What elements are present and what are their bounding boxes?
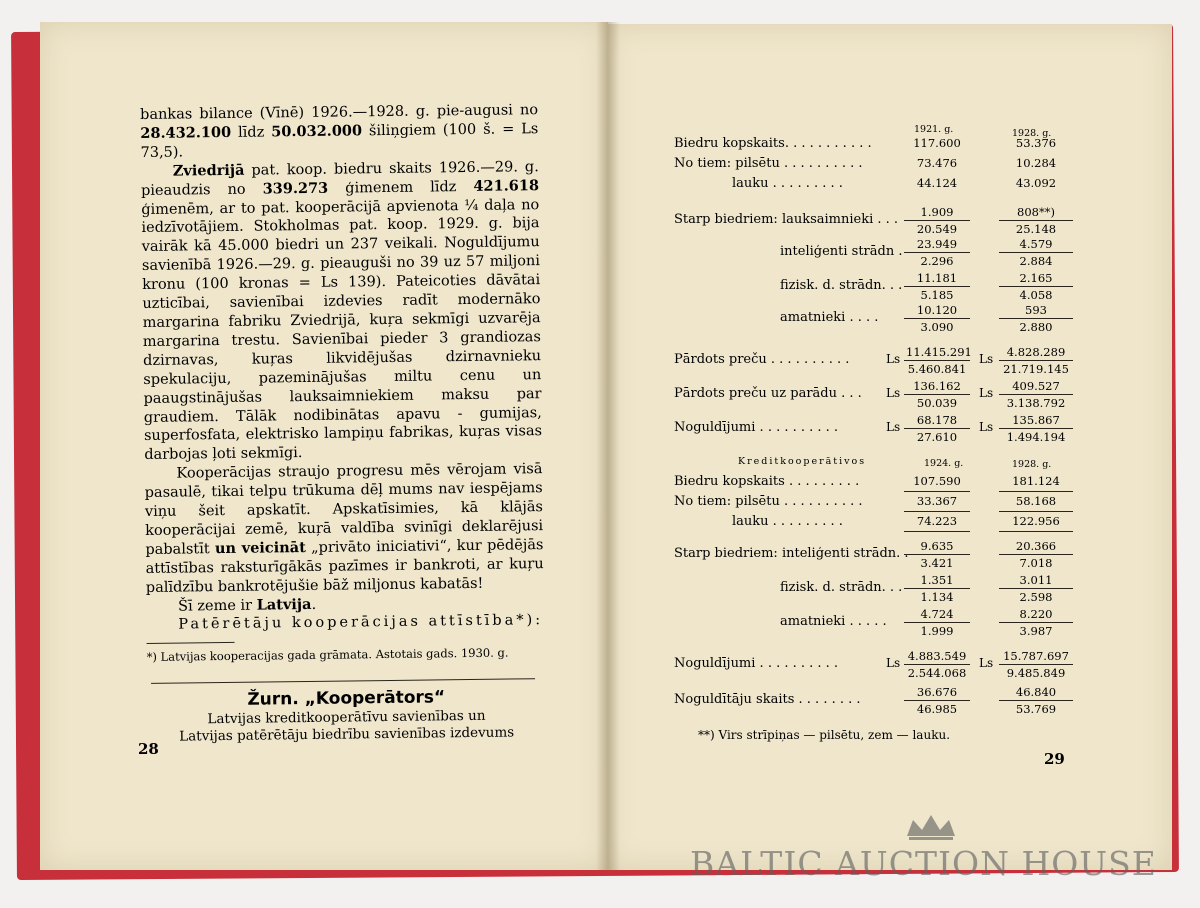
page-number-left: 28 xyxy=(138,740,159,758)
city-value: 11.181 xyxy=(904,270,970,287)
cell-fraction xyxy=(999,606,1073,639)
rural-value: 3.138.792 xyxy=(1006,396,1066,410)
cell-fraction xyxy=(999,648,1073,681)
table-row xyxy=(674,205,1074,236)
text-run: . xyxy=(311,596,317,613)
rural-value: 3.987 xyxy=(1019,624,1053,638)
credit-year-a: 1924. g. xyxy=(924,458,964,469)
cell-value: 74.223 xyxy=(916,514,958,528)
cell-fraction xyxy=(999,204,1073,237)
table-row xyxy=(674,649,1074,680)
city-value: 68.178 xyxy=(904,412,970,429)
rural-value: 2.296 xyxy=(920,254,954,268)
text-run: Šī zeme ir xyxy=(178,597,257,615)
row-label: Pārdots preču . . . . . . . . . . xyxy=(674,352,850,367)
advert-line-1: Latvijas kreditkooperātīvu savienības un xyxy=(207,708,486,728)
table-row xyxy=(674,303,1074,334)
cell-value: 73.476 xyxy=(916,156,958,170)
table-row xyxy=(674,539,1074,570)
cell-fraction xyxy=(999,538,1073,571)
rural-value: 9.485.849 xyxy=(1006,666,1066,680)
row-label: Noguldījumi . . . . . . . . . . xyxy=(674,420,839,435)
table-row xyxy=(674,345,1074,376)
cell-fraction xyxy=(999,572,1073,605)
row-label: Noguldījumi . . . . . . . . . . xyxy=(674,656,839,671)
text-run: un veicināt xyxy=(214,538,306,557)
cell-fraction xyxy=(904,204,970,237)
rural-value: 3.421 xyxy=(920,556,954,570)
page-number-right: 29 xyxy=(1044,750,1065,768)
advert-rule xyxy=(151,679,535,685)
rural-value: 1.999 xyxy=(920,624,954,638)
rural-value: 1.134 xyxy=(920,590,954,604)
rural-value: 2.598 xyxy=(1019,590,1053,604)
row-label: Biedru kopskaits. . . . . . . . . . . xyxy=(674,136,872,151)
row-label: No tiem: pilsētu . . . . . . . . . . xyxy=(674,156,863,171)
left-footnote: *) Latvijas kooperacijas gada grāmata. Astotais gads. 1930. g. xyxy=(146,645,509,665)
cell-fraction xyxy=(904,344,970,377)
cell-fraction xyxy=(904,378,970,411)
cell-value: 44.124 xyxy=(916,176,958,190)
cell-value: 181.124 xyxy=(1012,474,1060,488)
consumer-year-b: 1928. g. xyxy=(1012,128,1052,139)
cell-fraction xyxy=(904,684,970,717)
cell-value: 43.092 xyxy=(1015,176,1057,190)
table-row xyxy=(674,413,1074,444)
text-run: Patērētāju kooperācijas attīstība*): xyxy=(178,612,544,634)
text-run: Zviedrijā xyxy=(172,161,245,180)
cell-fraction xyxy=(999,684,1073,717)
city-value: 2.165 xyxy=(999,270,1073,287)
city-value: 4.883.549 xyxy=(904,648,970,665)
left-paragraph xyxy=(141,158,543,465)
row-label: lauku . . . . . . . . . xyxy=(732,176,843,191)
table-row xyxy=(674,607,1074,638)
row-label: amatnieki . . . . xyxy=(780,310,879,325)
cell-fraction xyxy=(999,412,1073,445)
consumer-year-a: 1921. g. xyxy=(914,124,954,135)
cell-fraction xyxy=(904,302,970,335)
table-row xyxy=(674,237,1074,268)
city-value: 409.527 xyxy=(999,378,1073,395)
cell-fraction xyxy=(904,538,970,571)
text-run: šiliņgiem (100 š. = Ls 73,5). xyxy=(140,121,539,161)
text-run: 421.618 xyxy=(473,176,540,195)
cell-value: 33.367 xyxy=(916,494,958,508)
rural-value: 7.018 xyxy=(1019,556,1053,570)
advert-title: Žurn. „Kooperātors“ xyxy=(247,687,446,711)
rural-value: 50.039 xyxy=(916,396,958,410)
left-paragraph xyxy=(146,612,544,636)
row-label: Starp biedriem: lauksaimnieki . . . xyxy=(674,212,899,227)
currency-label: Ls xyxy=(979,420,994,434)
text-run: Latvija xyxy=(256,595,312,614)
table-row xyxy=(674,379,1074,410)
rural-value: 20.549 xyxy=(916,222,958,236)
rural-value: 5.185 xyxy=(920,288,954,302)
text-run: pat. koop. biedru skaits 1926.—29. g. pieaudzis no xyxy=(140,158,539,199)
city-value: 4.579 xyxy=(999,236,1073,253)
cell-fraction xyxy=(999,302,1073,335)
cell-fraction xyxy=(904,572,970,605)
city-value: 593 xyxy=(999,302,1073,319)
cell-value: 122.956 xyxy=(1012,514,1060,528)
city-value: 3.011 xyxy=(999,572,1073,589)
rural-value: 2.544.068 xyxy=(907,666,967,680)
table-row xyxy=(674,156,1074,176)
text-run: 28.432.100 xyxy=(140,123,232,142)
rural-value: 25.148 xyxy=(1015,222,1057,236)
rural-value: 3.090 xyxy=(920,320,954,334)
cell-fraction xyxy=(999,344,1073,377)
rural-value: 21.719.145 xyxy=(1003,362,1069,376)
currency-label: Ls xyxy=(979,656,994,670)
city-value: 4.828.289 xyxy=(999,344,1073,361)
auction-watermark: BALTIC AUCTION HOUSE xyxy=(690,844,1157,883)
credit-section-title: Kreditkooperātivos xyxy=(738,456,867,467)
rural-value: 46.985 xyxy=(916,702,958,716)
cell-fraction xyxy=(999,378,1073,411)
advert-line-2: Latvijas patērētāju biedrību savienības izdevums xyxy=(179,724,515,745)
cell-fraction xyxy=(999,236,1073,269)
row-label: Noguldītāju skaits . . . . . . . . xyxy=(674,692,861,707)
city-value: 1.351 xyxy=(904,572,970,589)
rural-value: 2.880 xyxy=(1019,320,1053,334)
text-run: līdz xyxy=(231,124,272,141)
city-value: 1.909 xyxy=(904,204,970,221)
currency-label: Ls xyxy=(979,386,994,400)
value-underline xyxy=(999,491,1073,492)
value-underline xyxy=(999,531,1073,532)
cell-value: 53.376 xyxy=(1015,136,1057,150)
rural-value: 5.460.841 xyxy=(907,362,967,376)
right-footnote: **) Virs strīpiņas — pilsētu, zem — lauku. xyxy=(698,728,951,742)
cell-value: 10.284 xyxy=(1015,156,1057,170)
text-run: 339.273 xyxy=(262,179,329,198)
row-label: fizisk. d. strādn. . . xyxy=(780,580,903,595)
city-value: 23.949 xyxy=(904,236,970,253)
cell-value: 58.168 xyxy=(1015,494,1057,508)
text-run: ģimenem līdz xyxy=(328,178,474,197)
cell-fraction xyxy=(999,270,1073,303)
value-underline xyxy=(904,511,970,512)
credit-year-b: 1928. g. xyxy=(1012,459,1052,470)
left-paragraph xyxy=(140,101,539,163)
value-underline xyxy=(999,511,1073,512)
row-label: Pārdots preču uz parādu . . . xyxy=(674,386,862,401)
table-row xyxy=(674,685,1074,716)
rural-value: 1.494.194 xyxy=(1006,430,1066,444)
table-row xyxy=(674,573,1074,604)
rural-value: 4.058 xyxy=(1019,288,1053,302)
currency-label: Ls xyxy=(886,386,901,400)
cell-fraction xyxy=(904,412,970,445)
row-label: lauku . . . . . . . . . xyxy=(732,514,843,529)
currency-label: Ls xyxy=(886,420,901,434)
cell-fraction xyxy=(904,606,970,639)
cell-fraction xyxy=(904,648,970,681)
cell-value: 107.590 xyxy=(913,474,961,488)
cell-fraction xyxy=(904,236,970,269)
city-value: 136.162 xyxy=(904,378,970,395)
city-value: 8.220 xyxy=(999,606,1073,623)
row-label: inteliģenti strādn . xyxy=(780,244,903,259)
left-page-paragraphs xyxy=(140,101,544,635)
row-label: No tiem: pilsētu . . . . . . . . . . xyxy=(674,494,863,509)
row-label: Starp biedriem: inteliģenti strādn. . xyxy=(674,546,909,561)
city-value: 36.676 xyxy=(904,684,970,701)
cell-value: 117.600 xyxy=(913,136,961,150)
rural-value: 53.769 xyxy=(1015,702,1057,716)
city-value: 20.366 xyxy=(999,538,1073,555)
left-page-text xyxy=(140,101,546,746)
currency-label: Ls xyxy=(886,656,901,670)
row-label: Biedru kopskaits . . . . . . . . . xyxy=(674,474,860,489)
value-underline xyxy=(904,531,970,532)
page-gutter xyxy=(596,22,620,870)
text-run: 50.032.000 xyxy=(271,122,363,141)
footnote-rule xyxy=(147,642,235,644)
advert-block xyxy=(147,685,546,746)
crown-logo-icon xyxy=(903,812,959,842)
text-run: Kooperācijas straujo progresu mēs vērojam visā pasaulē, tikai telpu trūkuma dēļ mums nav iespējams viņu šeit apskatīt. Apskatīsimies, kā klājās kooperācijai zemē, kuŗā valdība svinīgi deklarējusi pabalstīt xyxy=(144,461,544,558)
table-row xyxy=(674,271,1074,302)
city-value: 10.120 xyxy=(904,302,970,319)
rural-value: 27.610 xyxy=(916,430,958,444)
text-run: „privāto iniciativi“, kur pēdējās attīstības raksturīgākās pazīmes ir bankroti, ar kuŗu palīdzību bankrotējušie bāž miljonus kabatās! xyxy=(145,536,544,596)
table-row xyxy=(674,136,1074,156)
city-value: 15.787.697 xyxy=(999,648,1073,665)
city-value: 808**) xyxy=(999,204,1073,221)
currency-label: Ls xyxy=(886,352,901,366)
row-label: amatnieki . . . . . xyxy=(780,614,887,629)
city-value: 4.724 xyxy=(904,606,970,623)
city-value: 135.867 xyxy=(999,412,1073,429)
text-run: bankas bilance (Vīnē) 1926.—1928. g. pie-augusi no xyxy=(140,102,539,123)
left-paragraph xyxy=(144,460,544,597)
city-value: 9.635 xyxy=(904,538,970,555)
city-value: 46.840 xyxy=(999,684,1073,701)
city-value: 11.415.291 xyxy=(906,345,972,359)
row-label: fizisk. d. strādn. . . xyxy=(780,278,903,293)
value-underline xyxy=(904,491,970,492)
text-run: ģimenēm, ar to pat. kooperācijā apvienota ¼ daļa no iedzīvotājiem. Stokholmas pat. koop. 1929. g. bija vairāk kā 45.000 biedri un 237 veikali. Noguldījumu savienībā 1926.—29. g. pieauguši no 39 uz 57 miljoni kronu (100 kronas = Ls 139). Pateicoties dāvātai uzticībai, savienībai izdevies radīt modernāko margarina fabriku Zviedrijā, kuŗa sekmīgi uzvarēja margarina trestu. Savienībai pieder 3 grandiozas dzirnavas, kuŗas likvidējušas dzirnavnieku spekulaciju, pazeminājušas miltu cenu un paaugstinājušas lauksaimniekiem maksu par graudiem. Tālāk nodibinātas apavu - gumijas, superfosfata, elektrisko lampiņu fabrikas, kuŗas visas darbojas ļoti sekmīgi. xyxy=(141,196,543,464)
rural-value: 2.884 xyxy=(1019,254,1053,268)
cell-fraction xyxy=(904,270,970,303)
currency-label: Ls xyxy=(979,352,994,366)
table-row xyxy=(674,176,1074,196)
